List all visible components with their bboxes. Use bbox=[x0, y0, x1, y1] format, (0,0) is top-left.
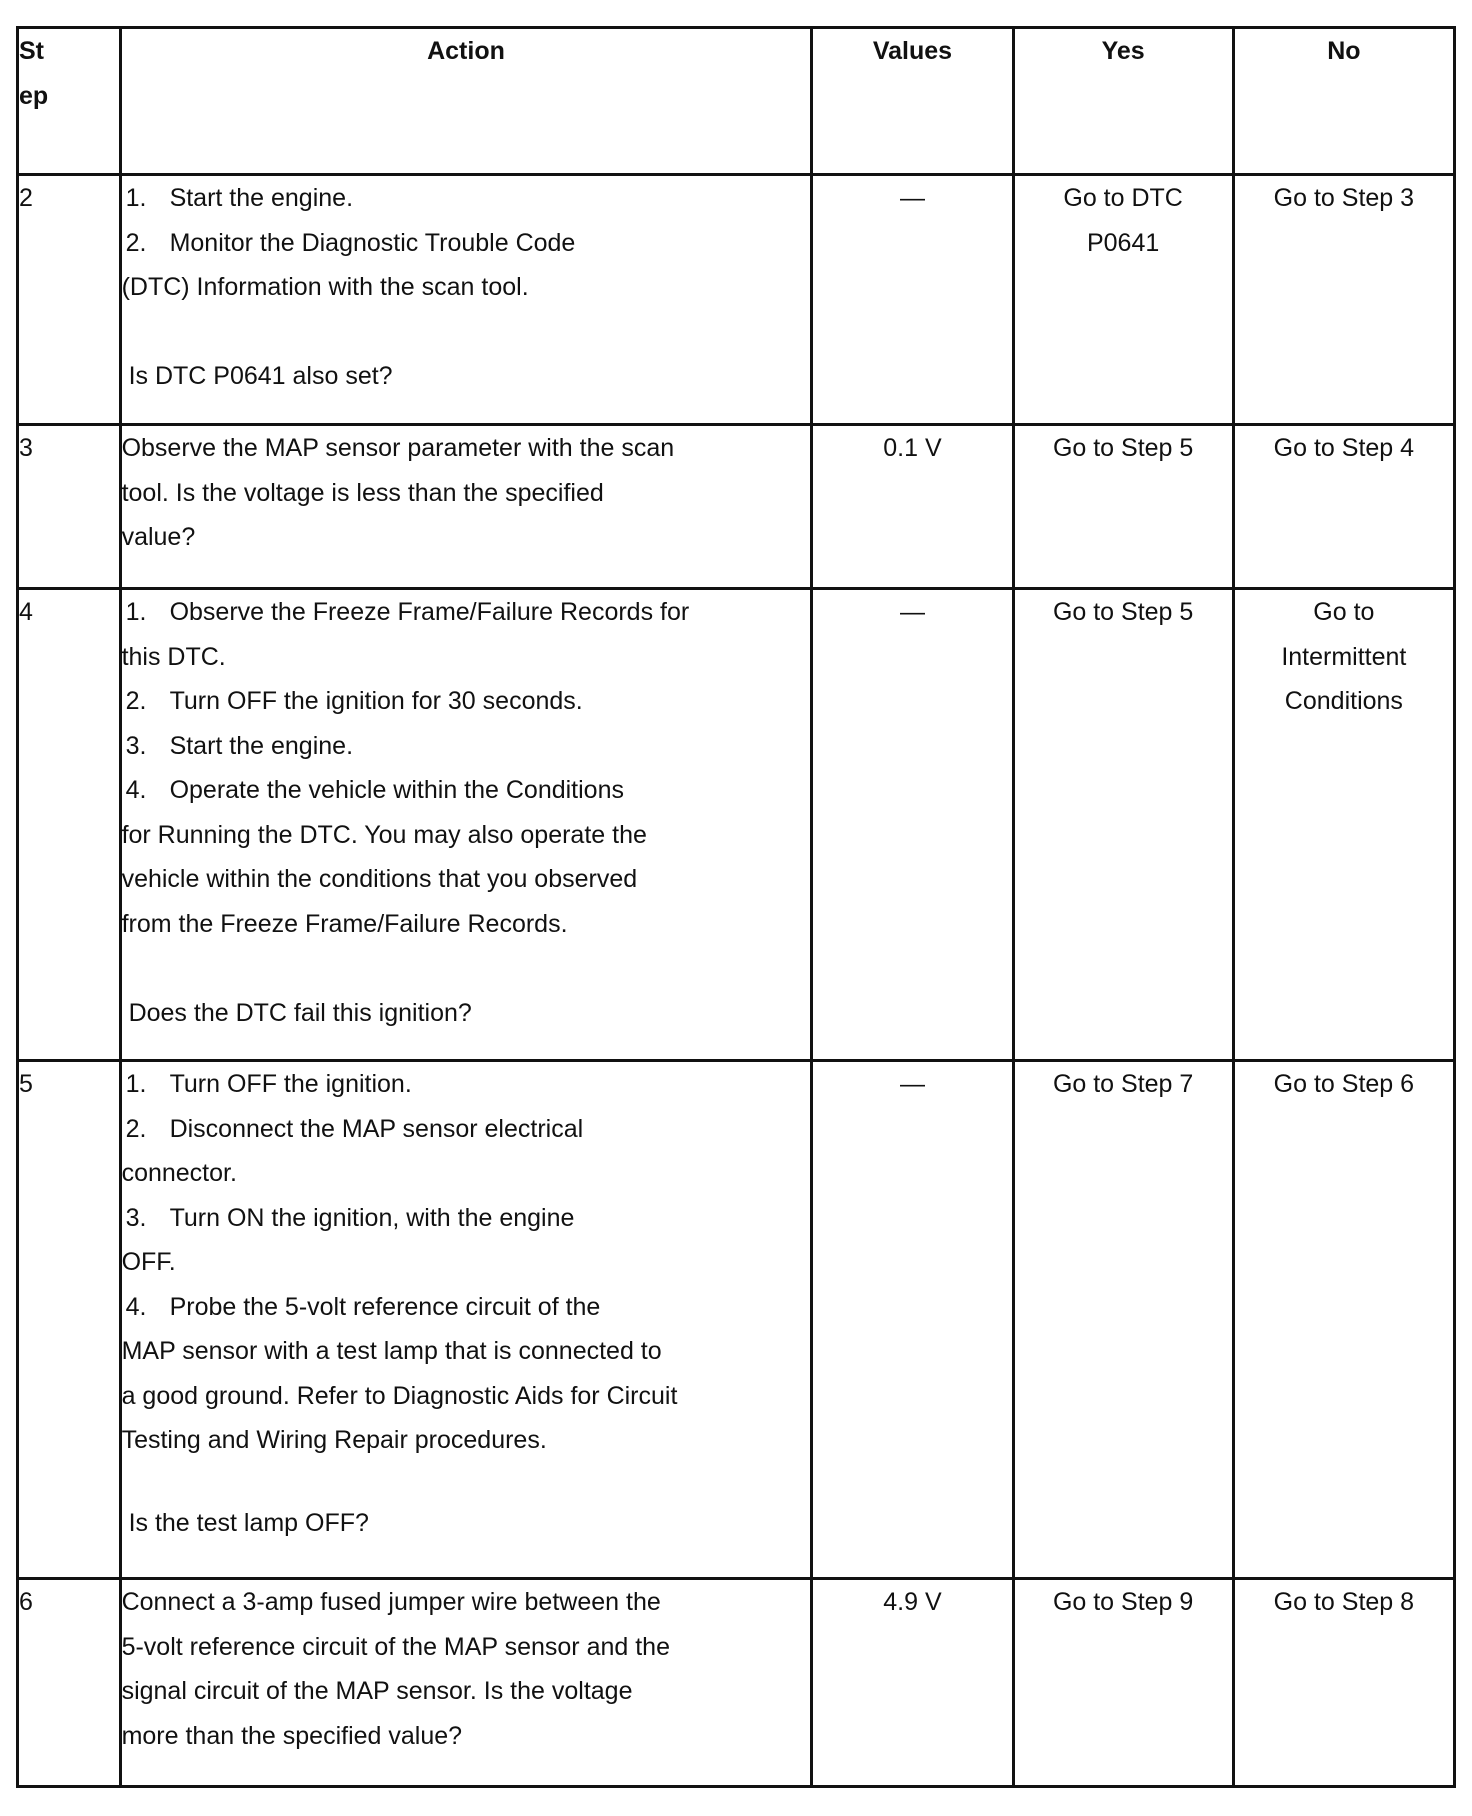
table-row-step-5 bbox=[18, 1061, 1455, 1579]
step-number: 6 bbox=[18, 1579, 121, 1787]
header-step-line2: ep bbox=[19, 81, 49, 110]
value-cell: 4.9 V bbox=[812, 1579, 1013, 1787]
action-line: (DTC) Information with the scan tool. bbox=[121, 273, 529, 301]
yes-cell: Go to Step 5 bbox=[1013, 589, 1233, 1061]
action-line: 2. Monitor the Diagnostic Trouble Code bbox=[125, 228, 576, 257]
header-no: No bbox=[1233, 28, 1454, 175]
step-number: 4 bbox=[18, 589, 121, 1061]
value-cell: — bbox=[812, 589, 1013, 1061]
no-cell: Go to Intermittent Conditions bbox=[1233, 589, 1454, 1061]
action-line: 1. Start the engine. bbox=[125, 184, 354, 212]
yes-cell: Go to Step 9 bbox=[1013, 1579, 1233, 1787]
no-cell: Go to Step 3 bbox=[1233, 175, 1454, 425]
action-question: Does the DTC fail this ignition? bbox=[128, 998, 472, 1027]
table-row-step-4 bbox=[18, 589, 1455, 1061]
no-cell: Go to Step 6 bbox=[1233, 1061, 1454, 1579]
action-cell: Connect a 3-amp fused jumper wire between the 5-volt reference circuit of the MAP sensor and the signal circuit of the MAP sensor. Is the voltage more than the specified value? bbox=[120, 1579, 812, 1787]
value-cell: 0.1 V bbox=[812, 425, 1013, 589]
header-action: Action bbox=[120, 28, 812, 175]
yes-cell: Go to Step 5 bbox=[1013, 425, 1233, 589]
table-row-step-2 bbox=[18, 175, 1455, 425]
action-cell bbox=[120, 175, 812, 425]
table-row-step-6 bbox=[18, 1579, 1455, 1787]
diagnostic-table bbox=[16, 26, 1456, 1788]
step-number: 2 bbox=[18, 175, 121, 425]
action-cell: Observe the MAP sensor parameter with the scan tool. Is the voltage is less than the specified value? bbox=[120, 425, 812, 589]
step-number: 3 bbox=[18, 425, 121, 589]
action-cell: 1. Turn OFF the ignition. 2. Disconnect the MAP sensor electrical connector. 3. Turn ON the ignition, with the engine OFF. 4. Probe the 5-volt reference circuit of the MAP sensor with a test lamp that is connected to a good ground. Refer to Diagnostic Aids for Circuit Testing and Wiring Repair procedures. Is the test lamp OFF? bbox=[120, 1061, 812, 1579]
yes-cell: Go to DTC P0641 bbox=[1013, 175, 1233, 425]
header-step-line1: St bbox=[19, 37, 44, 65]
yes-cell: Go to Step 7 bbox=[1013, 1061, 1233, 1579]
value-cell: — bbox=[812, 1061, 1013, 1579]
table-row-step-3 bbox=[18, 425, 1455, 589]
header-step bbox=[18, 28, 121, 175]
action-question: Is the test lamp OFF? bbox=[128, 1508, 369, 1537]
action-question: Is DTC P0641 also set? bbox=[128, 362, 393, 390]
no-cell: Go to Step 8 bbox=[1233, 1579, 1454, 1787]
header-yes: Yes bbox=[1013, 28, 1233, 175]
action-cell: 1. Observe the Freeze Frame/Failure Records for this DTC. 2. Turn OFF the ignition for 30 seconds. 3. Start the engine. 4. Operate the vehicle within the Conditions for Running the DTC. You may also operate the vehicle within the conditions that you observed from the Freeze Frame/Failure Records. Does the DTC fail this ignition? bbox=[120, 589, 812, 1061]
value-cell: — bbox=[812, 175, 1013, 425]
header-row bbox=[18, 28, 1455, 175]
no-cell: Go to Step 4 bbox=[1233, 425, 1454, 589]
header-values: Values bbox=[812, 28, 1013, 175]
step-number: 5 bbox=[18, 1061, 121, 1579]
